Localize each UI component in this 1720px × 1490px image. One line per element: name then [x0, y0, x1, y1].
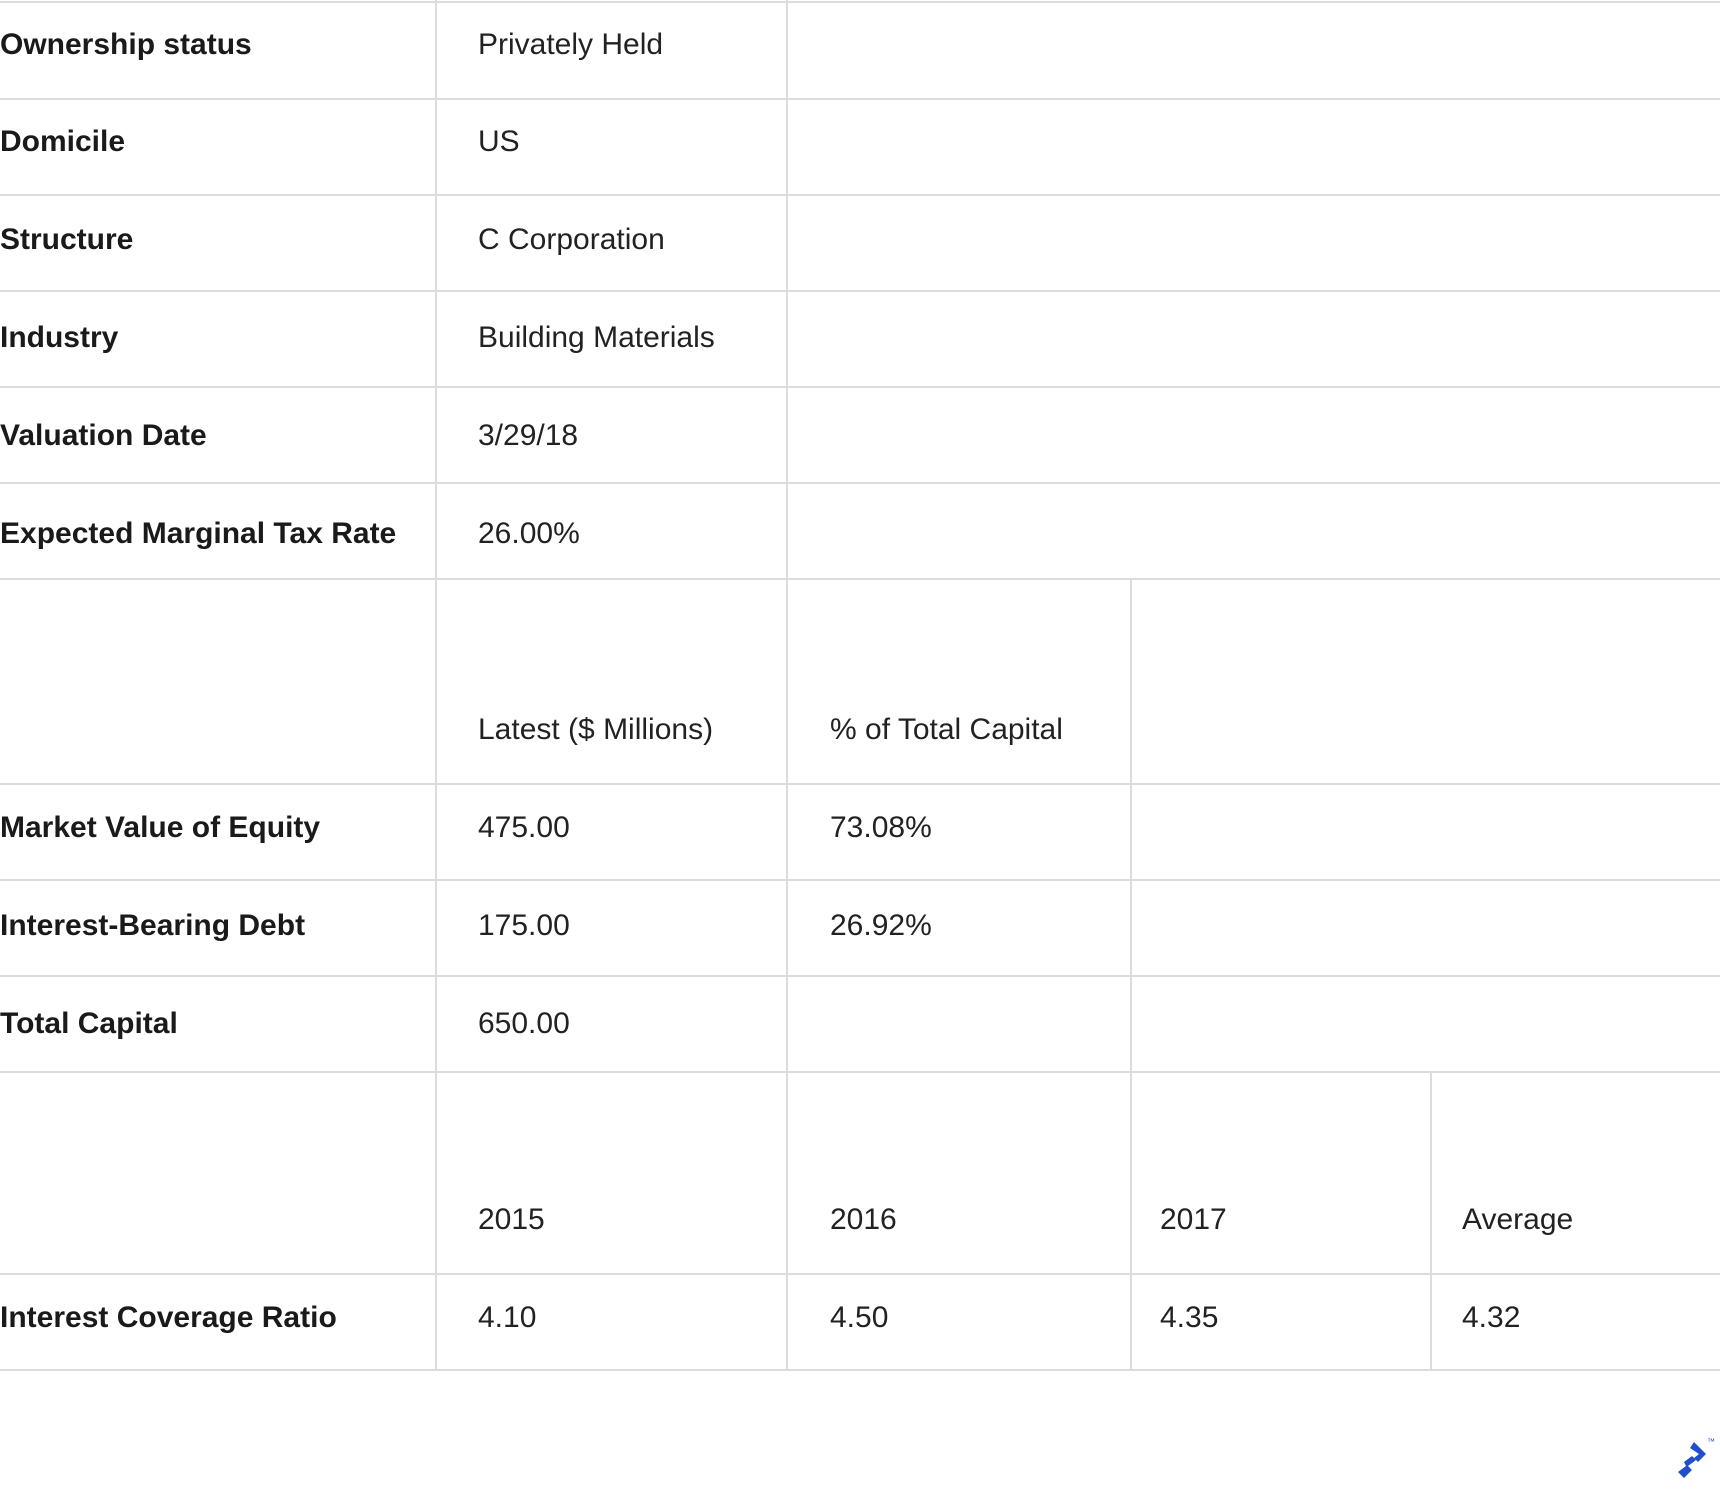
column-header: 2017 [1160, 1203, 1227, 1236]
column-divider [786, 0, 788, 1369]
row-divider [0, 975, 1720, 977]
row-divider [0, 290, 1720, 292]
row-divider [0, 1071, 1720, 1073]
row-divider [0, 98, 1720, 100]
column-header: Average [1462, 1203, 1574, 1236]
row-divider [0, 1, 1720, 3]
column-header: 2015 [478, 1203, 545, 1236]
row-label: Total Capital [0, 1007, 178, 1040]
row-label: Ownership status [0, 28, 252, 61]
row-value: 73.08% [830, 811, 932, 844]
row-divider [0, 194, 1720, 196]
row-value: Building Materials [478, 321, 715, 354]
logo-mark-lower [1678, 1456, 1696, 1478]
toptal-logo-icon [1672, 1436, 1716, 1484]
row-divider [0, 783, 1720, 785]
row-value: 4.50 [830, 1301, 889, 1334]
trademark-mark: ™ [1707, 1437, 1715, 1446]
row-label: Interest Coverage Ratio [0, 1301, 337, 1334]
row-value: 4.10 [478, 1301, 537, 1334]
column-divider [1130, 578, 1132, 1369]
row-divider [0, 578, 1720, 580]
row-divider [0, 879, 1720, 881]
column-header: % of Total Capital [830, 713, 1063, 746]
row-label: Domicile [0, 125, 126, 158]
column-header: Latest ($ Millions) [478, 713, 714, 746]
row-value: 650.00 [478, 1007, 570, 1040]
row-label: Structure [0, 223, 134, 256]
row-divider [0, 1369, 1720, 1371]
row-value: 175.00 [478, 909, 570, 942]
row-value: 26.00% [478, 517, 580, 550]
row-value: 3/29/18 [478, 419, 579, 452]
row-label: Expected Marginal Tax Rate [0, 517, 397, 550]
column-divider [1430, 1071, 1432, 1369]
row-divider [0, 482, 1720, 484]
column-header: 2016 [830, 1203, 897, 1236]
row-value: 4.32 [1462, 1301, 1521, 1334]
row-value: 475.00 [478, 811, 570, 844]
row-value: US [478, 125, 520, 158]
column-divider [435, 0, 437, 1369]
row-value: 26.92% [830, 909, 932, 942]
row-label: Valuation Date [0, 419, 207, 452]
row-label: Market Value of Equity [0, 811, 321, 844]
row-divider [0, 386, 1720, 388]
row-value: 4.35 [1160, 1301, 1219, 1334]
row-value: C Corporation [478, 223, 665, 256]
row-divider [0, 1273, 1720, 1275]
row-label: Interest-Bearing Debt [0, 909, 306, 942]
row-value: Privately Held [478, 28, 664, 61]
row-label: Industry [0, 321, 119, 354]
